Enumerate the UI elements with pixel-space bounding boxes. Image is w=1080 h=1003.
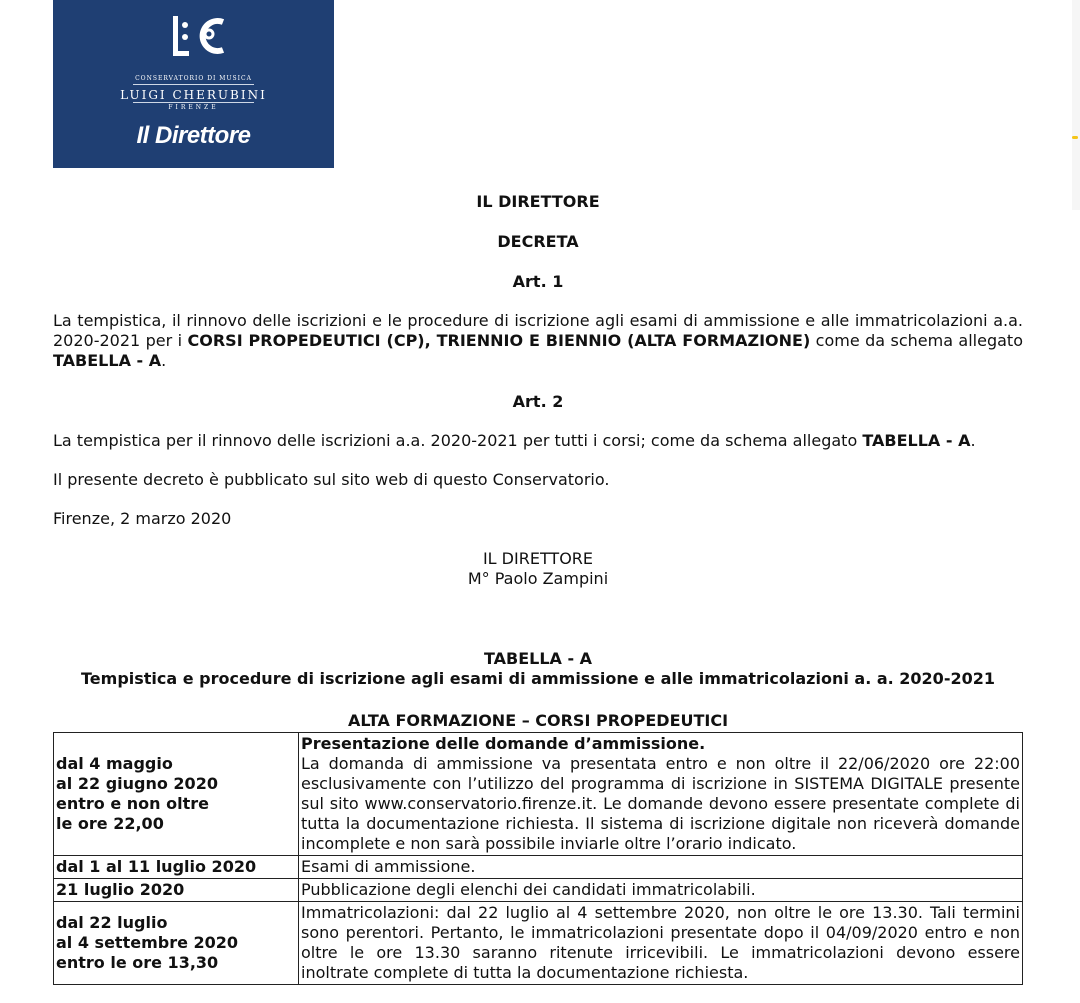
place-date: Firenze, 2 marzo 2020: [53, 509, 232, 528]
table-row: [54, 902, 1023, 985]
article-1-title: Art. 1: [512, 272, 564, 291]
row-date: [54, 879, 299, 902]
logo-institution-name: LUIGI CHERUBINI: [120, 88, 267, 102]
row-description: [299, 733, 1023, 856]
article-1-text-part: .: [161, 351, 167, 370]
row-date: [54, 733, 299, 856]
conservatory-logo: [53, 0, 334, 168]
table-row: [54, 856, 1023, 879]
row-date: [54, 902, 299, 985]
date-line: entro e non oltre: [56, 794, 209, 813]
logo-divider: [133, 102, 254, 103]
description-text: Esami di ammissione.: [301, 857, 476, 876]
date-line: le ore 22,00: [56, 814, 164, 833]
signature-name: M° Paolo Zampini: [467, 569, 609, 588]
description-text: La domanda di ammissione va presentata entro e non oltre il 22/06/2020 ore 22:00 esclusivamente con l’utilizzo del programma di iscrizione in SISTEMA DIGITALE presente sul sito www.conservatorio.firenze.it. Le domande devono essere presentate complete di tutta la documentazione richiesta. Il sistema di iscrizione digitale non riceverà domande incomplete e non sarà possibile inviarle oltre l’orario indicato.: [301, 754, 1020, 853]
date-line: entro le ore 13,30: [56, 953, 219, 972]
table-section-title: ALTA FORMAZIONE – CORSI PROPEDEUTICI: [347, 711, 729, 730]
logo-divider: [133, 84, 254, 85]
article-1-courses: CORSI PROPEDEUTICI (CP), TRIENNIO E BIENNIO (ALTA FORMAZIONE): [187, 331, 811, 350]
article-1-text: [53, 311, 1023, 371]
date-line: al 22 giugno 2020: [56, 774, 218, 793]
date-line: 21 luglio 2020: [56, 880, 185, 899]
description-text: Pubblicazione degli elenchi dei candidati immatricolabili.: [301, 880, 756, 899]
signature-role: IL DIRETTORE: [482, 549, 594, 568]
table-row: [54, 879, 1023, 902]
article-2-text-part: .: [970, 431, 976, 450]
table-title: TABELLA - A: [483, 649, 593, 668]
article-2-text-part: La tempistica per il rinnovo delle iscrizioni a.a. 2020-2021 per tutti i corsi; come da schema allegato: [53, 431, 863, 450]
date-line: dal 22 luglio: [56, 913, 168, 932]
row-description: [299, 902, 1023, 985]
date-line: dal 4 maggio: [56, 754, 173, 773]
description-title: Presentazione delle domande d’ammissione.: [301, 734, 706, 753]
page-edge: [1072, 0, 1080, 210]
description-text: Immatricolazioni: dal 22 luglio al 4 settembre 2020, non oltre le ore 13.30. Tali termini sono perentori. Pertanto, le immatricolazioni presentate dopo il 04/09/2020 entro e non oltre le ore 13.30 saranno ritenute irricevibili. Le immatricolazioni devono essere inoltrate complete di tutta la documentazione richiesta.: [301, 903, 1020, 982]
logo-institution-type: CONSERVATORIO DI MUSICA: [135, 75, 252, 82]
date-line: dal 1 al 11 luglio 2020: [56, 857, 257, 876]
table-subtitle: Tempistica e procedure di iscrizione agli esami di ammissione e alle immatricolazioni a. a. 2020-2021: [81, 669, 995, 688]
table-row: [54, 733, 1023, 856]
highlight-mark: [1072, 136, 1078, 139]
logo-monogram-icon: [53, 12, 334, 68]
publication-note: Il presente decreto è pubblicato sul sito web di questo Conservatorio.: [53, 470, 610, 489]
row-description: [299, 879, 1023, 902]
row-date: [54, 856, 299, 879]
date-line: al 4 settembre 2020: [56, 933, 239, 952]
logo-role: Il Direttore: [136, 122, 251, 149]
article-2-table-ref: TABELLA - A: [862, 431, 971, 450]
article-1-table-ref: TABELLA - A: [53, 351, 162, 370]
article-2-text: [53, 431, 976, 451]
article-2-title: Art. 2: [512, 392, 564, 411]
decree-heading: DECRETA: [497, 232, 579, 251]
article-1-text-part: La tempistica, il rinnovo delle iscrizioni e le procedure di iscrizione agli esami di ammissione e alle immatricolazioni a.a. 2020-2021 per i: [53, 311, 1023, 350]
article-1-text-part: come da schema allegato: [810, 331, 1023, 350]
row-description: [299, 856, 1023, 879]
logo-city: FIRENZE: [168, 104, 219, 111]
page-title: IL DIRETTORE: [476, 192, 600, 211]
schedule-table: [53, 732, 1023, 985]
